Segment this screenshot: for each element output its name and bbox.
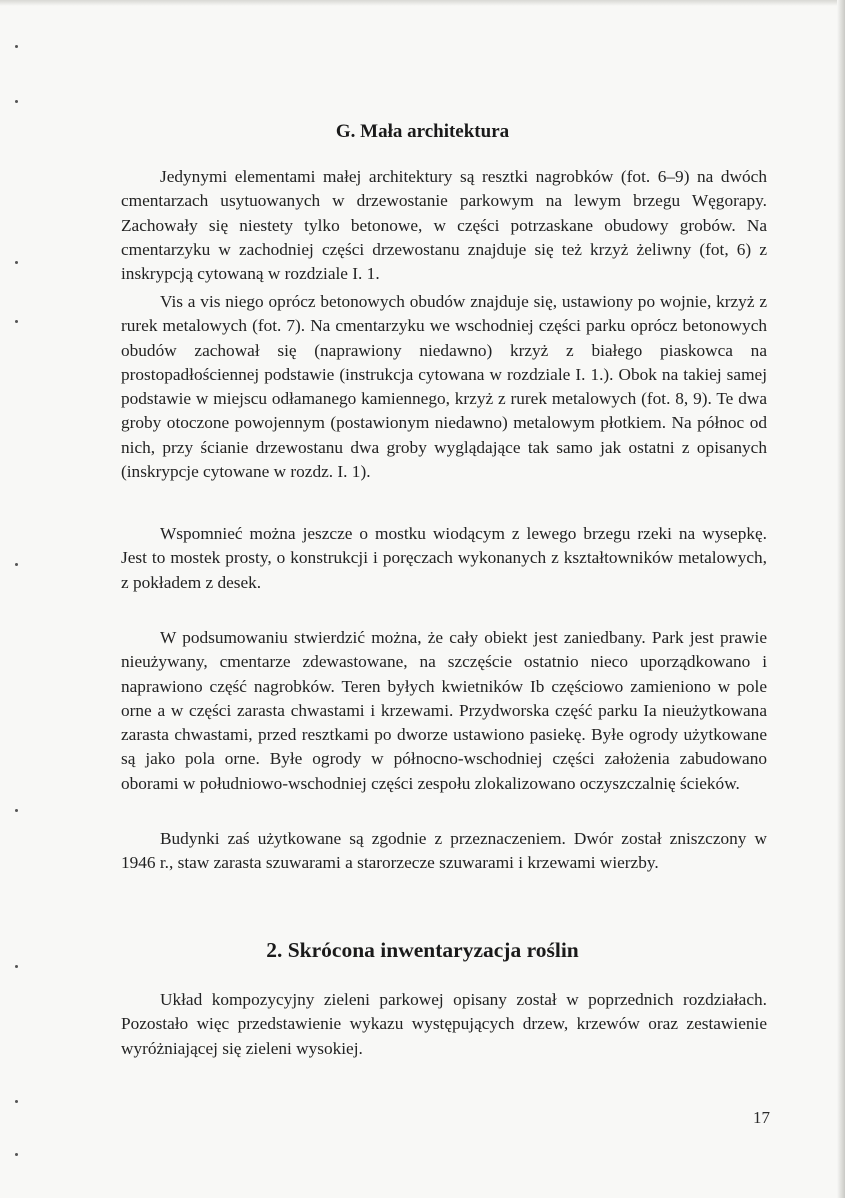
paragraph: Budynki zaś użytkowane są zgodnie z przeznaczeniem. Dwór został zniszczony w 1946 r., staw zarasta szuwarami a starorzecze szuwarami i krzewami wierzby. <box>121 829 767 873</box>
paragraph: Jedynymi elementami małej architektury są resztki nagrobków (fot. 6–9) na dwóch cmentarzach usytuowanych w drzewostanie parkowym na lewym brzegu Węgorapy. Zachowały się niestety tylko betonowe, w części potrzaskane obudowy grobów. Na cmentarzyku w zachodniej części drzewostanu znajduje się też krzyż żeliwny (fot, 6) z inskrypcją cytowaną w rozdziale I. 1. <box>121 167 767 284</box>
paragraph: Vis a vis niego oprócz betonowych obudów znajduje się, ustawiony po wojnie, krzyż z rurek metalowych (fot. 7). Na cmentarzyku we wschodniej części parku oprócz betonowych obudów zachował się (naprawiony niedawno) krzyż z białego piaskowca na prostopadłościennej podstawie (instrukcja cytowana w rozdziale I. 1.). Obok na takiej samej podstawie w miejscu odłamanego kamiennego, krzyż z rurek metalowych (fot. 8, 9). Te dwa groby otoczone powojennym (postawionym niedawno) metalowym płotkiem. Na północ od nich, przy ścianie drzewostanu dwa groby wyglądające tak samo jak ostatni z opisanych (inskrypcje cytowane w rozdz. I. 1). <box>121 292 767 482</box>
scan-speck <box>15 1100 18 1103</box>
paragraph: Wspomnieć można jeszcze o mostku wiodącym z lewego brzegu rzeki na wysepkę. Jest to mostek prosty, o konstrukcji i poręczach wykonanych z kształtowników metalowych, z pokładem z desek. <box>121 524 767 592</box>
paragraph: W podsumowaniu stwierdzić można, że cały obiekt jest zaniedbany. Park jest prawie nieużywany, cmentarze zdewastowane, na szczęście ostatnio nieco uporządkowano i naprawiono część nagrobków. Teren byłych kwietników Ib częściowo zamieniono w pole orne a w części zarasta chwastami i krzewami. Przydworska część parku Ia nieużytkowana zarasta chwastami, przed resztkami po dworze ustawiono pasiekę. Byłe ogrody użytkowane są jako pola orne. Byłe ogrody w północno-wschodniej części założenia zabudowano oborami w południowo-wschodniej części zespołu zlokalizowano oczyszczalnię ścieków. <box>121 628 767 793</box>
scan-speck <box>15 965 18 968</box>
scan-speck <box>15 563 18 566</box>
chapter-heading: 2. Skrócona inwentaryzacja roślin <box>266 938 579 962</box>
page-number: 17 <box>753 1108 770 1127</box>
scan-edge-top <box>0 0 845 6</box>
scan-edge-right <box>837 0 845 1198</box>
scan-speck <box>15 809 18 812</box>
scan-speck <box>15 261 18 264</box>
scan-speck <box>15 1153 18 1156</box>
scan-speck <box>15 100 18 103</box>
section-heading: G. Mała architektura <box>335 121 510 142</box>
scan-speck <box>15 45 18 48</box>
scan-speck <box>15 320 18 323</box>
paragraph: Układ kompozycyjny zieleni parkowej opisany został w poprzednich rozdziałach. Pozostało więc przedstawienie wykazu występujących drzew, krzewów oraz zestawienie wyróżniającej się zieleni wysokiej. <box>121 990 767 1058</box>
